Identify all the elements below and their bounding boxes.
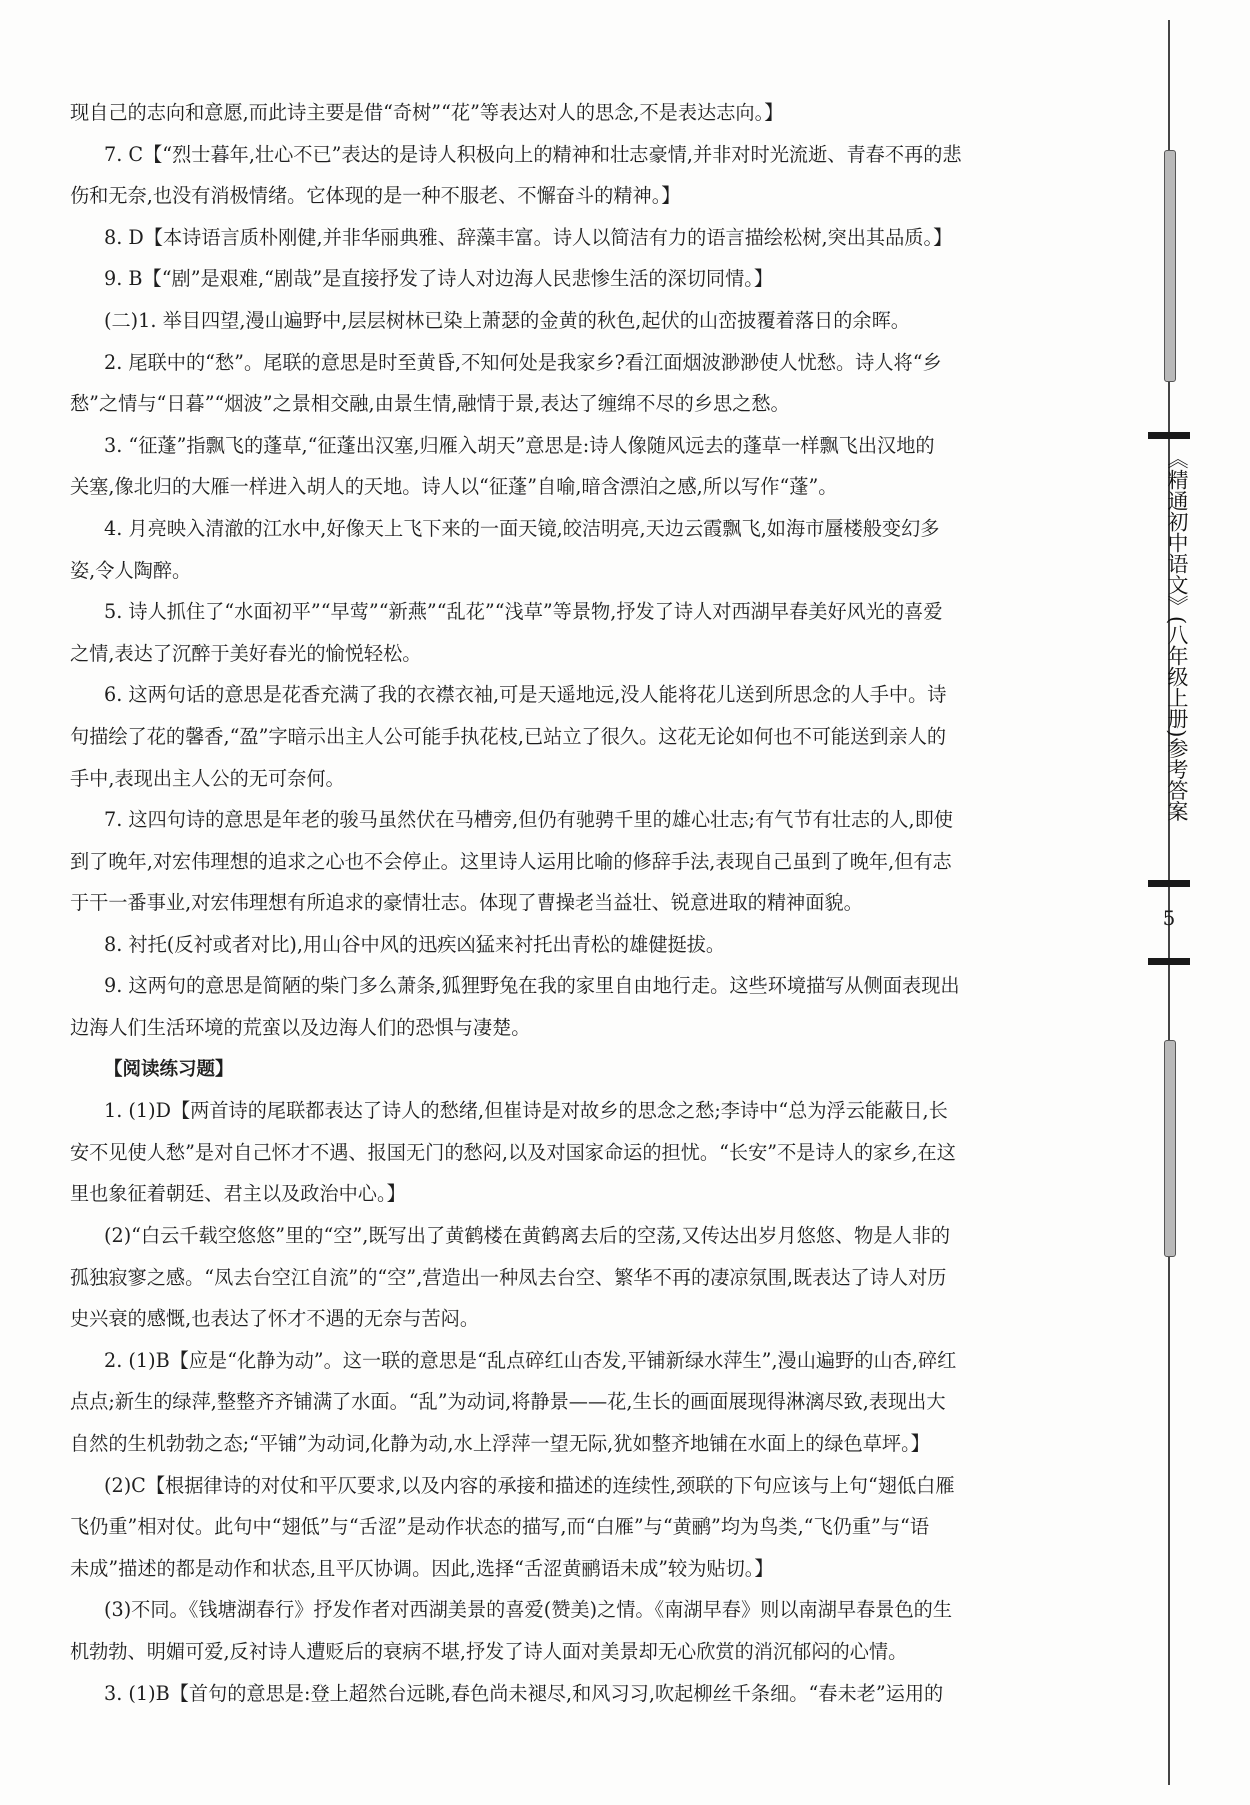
margin-bar xyxy=(1148,880,1190,887)
section-heading: 【阅读练习题】 xyxy=(104,1058,234,1080)
text-line: (2)C【根据律诗的对仗和平仄要求,以及内容的承接和描述的连续性,颈联的下句应该与上句“翅低白雁 xyxy=(104,1473,955,1497)
text-line: 飞仍重”相对仗。此句中“翅低”与“舌涩”是动作状态的描写,而“白雁”与“黄鹂”均为鸟类,“飞仍重”与“语 xyxy=(70,1515,930,1539)
text-line: (2)“白云千载空悠悠”里的“空”,既写出了黄鹤楼在黄鹤离去后的空荡,又传达出岁月悠悠、物是人非的 xyxy=(104,1224,951,1248)
text-line: 之情,表达了沉醉于美好春光的愉悦轻松。 xyxy=(70,641,422,665)
text-line: 现自己的志向和意愿,而此诗主要是借“奇树”“花”等表达对人的思念,不是表达志向。】 xyxy=(70,101,784,124)
text-line: 3. (1)B【首句的意思是:登上超然台远眺,春色尚未褪尽,和风习习,吹起柳丝千条细。“春未老”运用的 xyxy=(104,1681,944,1705)
text-line: 里也象征着朝廷、君主以及政治中心。】 xyxy=(70,1182,406,1206)
text-line: 句描绘了花的馨香,“盈”字暗示出主人公可能手执花枝,已站立了很久。这花无论如何也不可能送到亲人的 xyxy=(70,724,947,748)
text-line: 4. 月亮映入清澈的江水中,好像天上飞下来的一面天镜,皎洁明亮,天边云霞飘飞,如海市蜃楼般变幻多 xyxy=(104,516,940,540)
text-line: 点点;新生的绿萍,整整齐齐铺满了水面。“乱”为动词,将静景——花,生长的画面展现得淋漓尽致,表现出大 xyxy=(70,1390,946,1414)
text-line: 于干一番事业,对宏伟理想有所追求的豪情壮志。体现了曹操老当益壮、锐意进取的精神面貌。 xyxy=(70,891,863,915)
margin-tab-lower xyxy=(1164,1040,1176,1257)
margin-rail xyxy=(1168,0,1171,1805)
text-line: 安不见使人愁”是对自己怀才不遇、报国无门的愁闷,以及对国家命运的担忧。“长安”不是诗人的家乡,在这 xyxy=(70,1140,956,1164)
text-line: 6. 这两句话的意思是花香充满了我的衣襟衣袖,可是天遥地远,没人能将花儿送到所思念的人手中。诗 xyxy=(104,683,947,707)
text-line: 8. D【本诗语言质朴刚健,并非华丽典雅、辞藻丰富。诗人以简洁有力的语言描绘松树,突出其品质。】 xyxy=(104,225,953,249)
text-line: 2. 尾联中的“愁”。尾联的意思是时至黄昏,不知何处是我家乡?看江面烟波渺渺使人忧愁。诗人将“乡 xyxy=(104,350,942,374)
text-line: 自然的生机勃勃之态;“平铺”为动词,化静为动,水上浮萍一望无际,犹如整齐地铺在水面上的绿色草坪。】 xyxy=(70,1432,930,1455)
text-line: 到了晚年,对宏伟理想的追求之心也不会停止。这里诗人运用比喻的修辞手法,表现自己虽到了晚年,但有志 xyxy=(70,849,952,873)
text-line: 2. (1)B【应是“化静为动”。这一联的意思是“乱点碎红山杏发,平铺新绿水萍生”,漫山遍野的山杏,碎红 xyxy=(104,1348,957,1372)
text-line: 边海人们生活环境的荒蛮以及边海人们的恐惧与凄楚。 xyxy=(70,1016,531,1040)
text-line: 3. “征蓬”指飘飞的蓬草,“征蓬出汉塞,归雁入胡天”意思是:诗人像随风远去的蓬草一样飘飞出汉地的 xyxy=(104,433,935,457)
text-line: 7. C【“烈士暮年,壮心不已”表达的是诗人积极向上的精神和壮志豪情,并非对时光流逝、青春不再的悲 xyxy=(104,142,962,166)
margin-bar xyxy=(1148,432,1190,439)
margin-tab-upper xyxy=(1164,150,1176,382)
text-line: 手中,表现出主人公的无可奈何。 xyxy=(70,766,345,790)
text-line: (二)1. 举目四望,漫山遍野中,层层树林已染上萧瑟的金黄的秋色,起伏的山峦披覆着落日的余晖。 xyxy=(104,308,910,332)
text-line: 8. 衬托(反衬或者对比),用山谷中风的迅疾凶猛来衬托出青松的雄健挺拔。 xyxy=(104,932,726,956)
text-line: 9. B【“剧”是艰难,“剧哉”是直接抒发了诗人对边海人民悲惨生活的深切同情。】 xyxy=(104,267,774,291)
text-line: 关塞,像北归的大雁一样进入胡人的天地。诗人以“征蓬”自喻,暗含漂泊之感,所以写作“蓬”。 xyxy=(70,475,838,499)
text-line: 姿,令人陶醉。 xyxy=(70,558,192,582)
text-line: 机勃勃、明媚可爱,反衬诗人遭贬后的衰病不堪,抒发了诗人面对美景却无心欣赏的消沉郁闷的心情。 xyxy=(70,1639,908,1663)
text-line: 愁”之情与“日暮”“烟波”之景相交融,由景生情,融情于景,表达了缠绵不尽的乡思之愁。 xyxy=(70,392,790,416)
text-line: 孤独寂寥之感。“凤去台空江自流”的“空”,营造出一种凤去台空、繁华不再的凄凉氛围,既表达了诗人对历 xyxy=(70,1265,947,1289)
text-line: 伤和无奈,也没有消极情绪。它体现的是一种不服老、不懈奋斗的精神。】 xyxy=(70,184,681,208)
page-number: 5 xyxy=(1162,906,1176,930)
margin-bar xyxy=(1148,958,1190,965)
book-title-vertical: 《精通初中语文》(八年级上册)参考答案 xyxy=(1165,448,1189,822)
text-line: 7. 这四句诗的意思是年老的骏马虽然伏在马槽旁,但仍有驰骋千里的雄心壮志;有气节有壮志的人,即使 xyxy=(104,808,953,832)
text-line: 史兴衰的感慨,也表达了怀才不遇的无奈与苦闷。 xyxy=(70,1307,480,1331)
answer-text-body xyxy=(70,92,1112,1714)
text-line: 9. 这两句的意思是简陋的柴门多么萧条,狐狸野兔在我的家里自由地行走。这些环境描写从侧面表现出 xyxy=(104,974,960,998)
text-line: 5. 诗人抓住了“水面初平”“早莺”“新燕”“乱花”“浅草”等景物,抒发了诗人对西湖早春美好风光的喜爱 xyxy=(104,600,943,624)
text-line: 未成”描述的都是动作和状态,且平仄协调。因此,选择“舌涩黄鹂语未成”较为贴切。】 xyxy=(70,1556,774,1580)
text-line: (3)不同。《钱塘湖春行》抒发作者对西湖美景的喜爱(赞美)之情。《南湖早春》则以南湖早春景色的生 xyxy=(104,1598,953,1622)
text-line: 1. (1)D【两首诗的尾联都表达了诗人的愁绪,但崔诗是对故乡的思念之愁;李诗中“总为浮云能蔽日,长 xyxy=(104,1099,948,1123)
